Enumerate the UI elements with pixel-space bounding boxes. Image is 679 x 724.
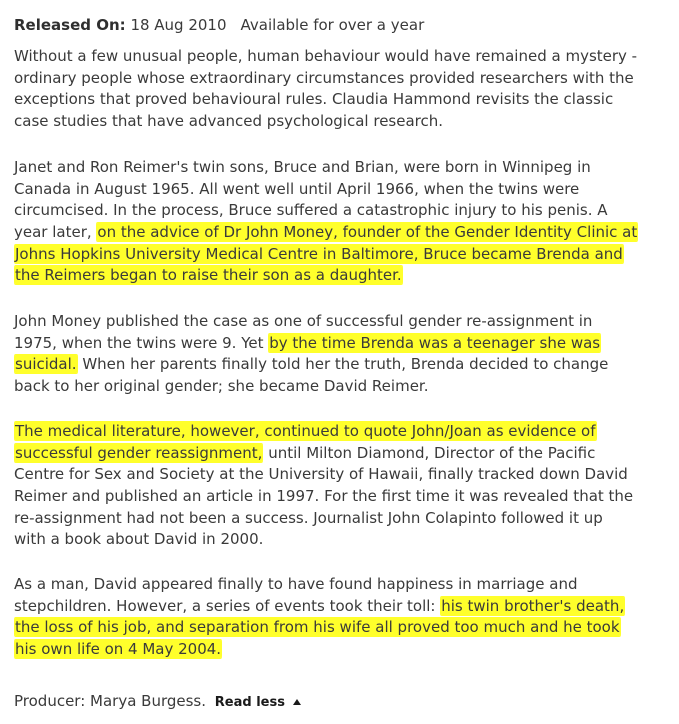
text-segment: re-assignment had not been a success. Journalist John Colapinto followed it up [14,508,603,527]
highlighted-text: on the advice of Dr John Money, founder of the Gender Identity Clinic at [97,223,638,242]
text-line [14,311,674,333]
release-info [14,14,424,36]
highlighted-text: the loss of his job, and separation from his wife all proved too much and he took [15,618,620,637]
text-line [14,508,674,530]
text-line [14,244,674,266]
text-segment: Canada in August 1965. All went well until April 1966, when the twins were [14,179,580,198]
text-segment: until Milton Diamond, Director of the Pacific [263,443,596,462]
paragraph-money-published [14,311,674,398]
text-segment: stepchildren. However, a series of events took their toll: [14,596,441,615]
producer-line [14,690,301,714]
text-segment: Janet and Ron Reimer's twin sons, Bruce and Brian, were born in Winnipeg in [14,158,591,176]
text-line [14,617,674,639]
text-line [14,157,674,179]
text-line [14,529,674,551]
highlighted-text: the Reimers began to raise their son as a daughter. [15,266,402,285]
highlighted-text: his own life on 4 May 2004. [15,640,222,659]
text-line [14,464,674,486]
text-segment: ordinary people whose extraordinary circumstances provided researchers with the [14,68,634,87]
text-segment: exceptions that proved behavioural rules. Claudia Hammond revisits the classic [14,90,614,109]
paragraph-reimer-twins [14,157,674,287]
text-line [14,89,674,111]
highlighted-text: suicidal. [15,355,77,374]
highlighted-text: Johns Hopkins University Medical Centre in Baltimore, Bruce became Brenda and [15,244,623,263]
text-line [14,376,674,398]
text-line [14,333,674,355]
paragraph-as-a-man [14,574,674,661]
highlighted-text: his twin brother's death, [441,596,625,615]
text-segment: circumcised. In the process, Bruce suffered a catastrophic injury to his penis. A [14,201,608,220]
text-line [14,486,674,508]
text-line [14,443,674,465]
text-line [14,265,674,287]
highlighted-text: by the time Brenda was a teenager she was [269,333,601,352]
text-line [14,46,674,68]
text-line [14,639,674,661]
text-segment: back to her original gender; she became David Reimer. [14,377,429,396]
text-line [14,574,674,596]
text-line [14,179,674,201]
triangle-up-icon [293,699,301,705]
text-line [14,354,674,376]
paragraph-intro [14,46,674,133]
text-segment: When her parents finally told her the truth, Brenda decided to change [77,355,609,374]
release-date: 18 Aug 2010 [130,16,227,34]
producer-text: Producer: Marya Burgess. [14,692,207,710]
text-segment: John Money published the case as one of successful gender re-assignment in [14,312,593,330]
text-line [14,200,674,222]
text-segment: Centre for Sex and Society at the University of Hawaii, finally tracked down David [14,465,628,484]
text-segment: As a man, David appeared finally to have found happiness in marriage and [14,575,578,593]
text-segment: year later, [14,223,97,242]
text-segment: Reimer and published an article in 1997. For the first time it was revealed that the [14,487,634,506]
text-line [14,111,674,133]
release-label: Released On: [14,16,126,34]
read-less-label: Read less [214,695,285,710]
text-line [14,222,674,244]
highlighted-text: successful gender reassignment, [15,443,263,462]
availability-text: Available for over a year [240,16,425,34]
text-segment: Without a few unusual people, human behaviour would have remained a mystery - [14,47,638,65]
text-line [14,421,674,443]
text-segment: 1975, when the twins were 9. Yet [14,333,269,352]
text-segment: case studies that have advanced psychological research. [14,112,444,131]
text-line [14,68,674,90]
highlighted-text: The medical literature, however, continued to quote John/Joan as evidence of [15,422,596,440]
read-less-button[interactable] [215,695,301,710]
text-line [14,596,674,618]
text-segment: with a book about David in 2000. [14,530,264,549]
paragraph-medical-literature [14,421,674,551]
